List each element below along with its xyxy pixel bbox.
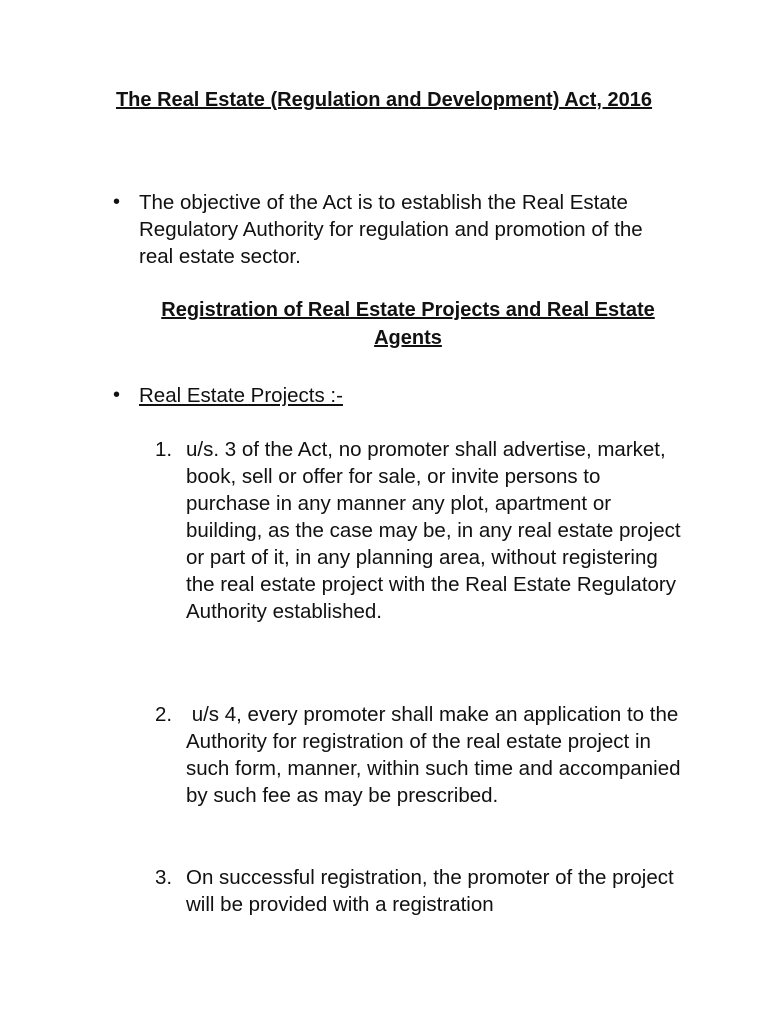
list-item-text: u/s 4, every promoter shall make an application to the Authority for registration of the real estate project in such form, manner, within such time and accompanied by such fee as may be prescribed. (186, 703, 687, 807)
bullet-icon: • (113, 384, 121, 406)
bullet-icon: • (113, 191, 121, 213)
list-item-number: 2. (155, 703, 173, 726)
list-item-number: 1. (155, 438, 173, 461)
list-item-text: u/s. 3 of the Act, no promoter shall advertise, market, book, sell or offer for sale, or invite persons to purchase in any manner any plot, apartment or building, as the case may be, in any real estate project or part of it, in any planning area, without registering the real estate project with the Real Estate Regulatory Authority established. (186, 438, 681, 623)
list-item-text: On successful registration, the promoter of the project will be provided with a registration (186, 866, 674, 916)
section-heading: Registration of Real Estate Projects and Real Estate Agents (161, 299, 655, 349)
list-item-number: 3. (155, 866, 173, 889)
document-title: The Real Estate (Regulation and Development) Act, 2016 (115, 89, 653, 111)
projects-label: Real Estate Projects :- (139, 384, 343, 407)
objective-text: The objective of the Act is to establish the Real Estate Regulatory Authority for regulation and promotion of the real estate sector. (139, 191, 643, 268)
